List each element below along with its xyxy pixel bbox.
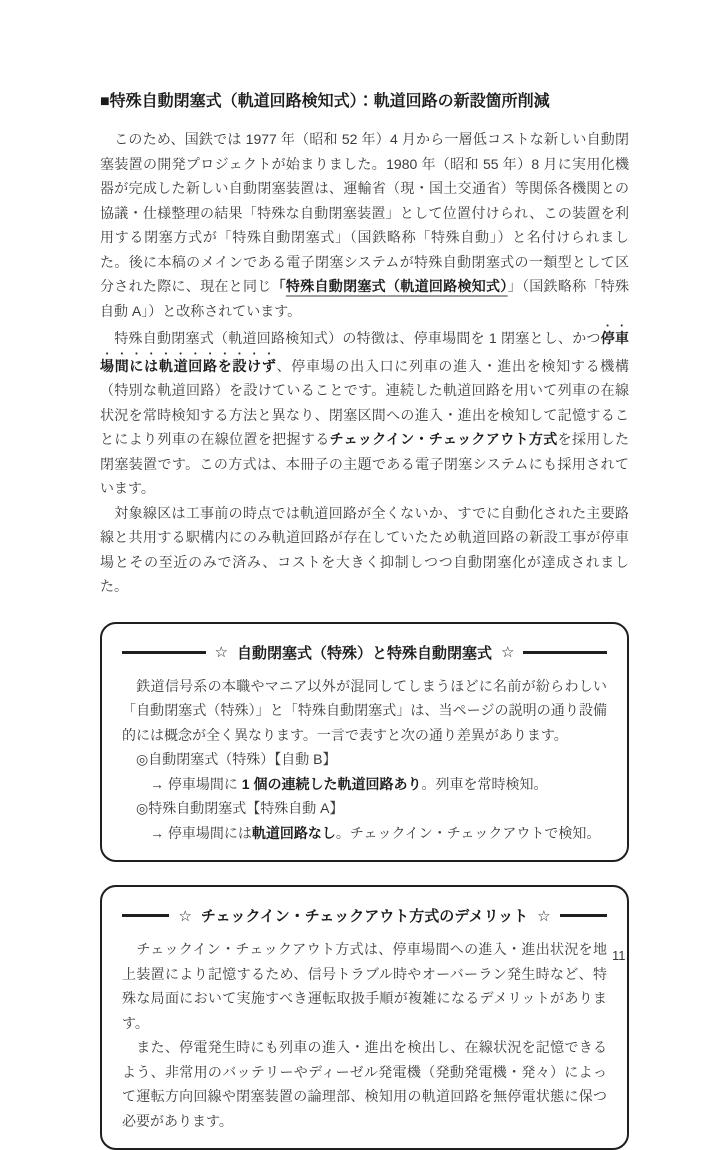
- info-box-name-comparison: [100, 622, 629, 863]
- box-title-label: 自動閉塞式（特殊）と特殊自動閉塞式: [237, 644, 493, 662]
- star-icon: ☆: [178, 907, 192, 925]
- paragraph-cost: 対象線区は工事前の時点では軌道回路が全くないか、すでに自動化された主要路線と共用する駅構内にのみ軌道回路が存在していたため軌道回路の新設工事が停車場とその至近のみで済み、コストを大きく抑制しつつ自動閉塞化が達成されました。: [100, 504, 629, 594]
- star-icon: ☆: [214, 644, 228, 661]
- box-paragraph: 鉄道信号系の本職やマニア以外が混同してしまうほどに名前が紛らわしい「自動閉塞式（特殊）」と「特殊自動閉塞式」は、当ページの説明の通り設備的には概念が全く異なります。一言で表すと次の通り差異があります。: [122, 677, 607, 743]
- page-number: 11: [612, 948, 626, 963]
- list-item-detail: → 停車場間に 1 個の連続した軌道回路あり。列車を常時検知。: [150, 775, 548, 792]
- title-rule-left: [122, 914, 169, 917]
- document-page: [100, 88, 629, 1150]
- list-item-heading: ◎特殊自動閉塞式【特殊自動 A】: [136, 800, 344, 816]
- list-item-heading: ◎自動閉塞式（特殊）【自動 B】: [136, 751, 337, 767]
- title-rule-right: [523, 651, 607, 654]
- list-item-detail: → 停車場間には軌道回路なし。チェックイン・チェックアウトで検知。: [150, 824, 601, 841]
- box-title-row: [122, 905, 607, 926]
- info-box-demerit: [100, 885, 629, 1150]
- title-rule-left: [122, 651, 206, 654]
- paragraph-history: このため、国鉄では 1977 年（昭和 52 年）4 月から一層低コストな新しい自動閉塞装置の開発プロジェクトが始まりました。1980 年（昭和 55 年）8 月に実用化機器が完成した新しい自動閉塞装置は、運輸省（現・国土交通省）等関係各機関との協議・仕様整理の結果「特殊な自動閉塞装置」として位置付けられ、この装置を利用する閉塞方式が「特殊自動閉塞式」（国鉄略称「特殊自動」）と名付けられました。後に本稿のメインである電子閉塞システムが特殊自動閉塞式の一類型として区分された際に、現在と同じ「特殊自動閉塞式（軌道回路検知式）」（国鉄略称「特殊自動 A」）と改称されています。: [100, 131, 630, 319]
- box-paragraph: チェックイン・チェックアウト方式は、停車場間への進入・進出状況を地上装置により記憶するため、信号トラブル時やオーバーラン発生時など、特殊な局面において実施すべき運転取扱手順が複雑になるデメリットがあります。: [122, 941, 607, 1031]
- paragraph-features: 特殊自動閉塞式（軌道回路検知式）の特徴は、停車場間を 1 閉塞とし、かつ停車場間には軌道回路を設けず、停車場の出入口に列車の進入・進出を検知する機構（特別な軌道回路）を設けていることです。連続した軌道回路を用いて列車の在線状況を常時検知する方法と異なり、閉塞区間への進入・進出を検知して記憶することにより列車の在線位置を把握するチェックイン・チェックアウト方式を採用した閉塞装置です。この方式は、本冊子の主題である電子閉塞システムにも採用されています。: [100, 330, 630, 496]
- box-paragraph: また、停電発生時にも列車の進入・進出を検出し、在線状況を記憶できるよう、非常用のバッテリーやディーゼル発電機（発動発電機・発々）によって運転方向回線や閉塞装置の論理部、検知用の軌道回路を無停電状態に保つ必要があります。: [122, 1039, 607, 1129]
- section-heading: ■特殊自動閉塞式（軌道回路検知式）：軌道回路の新設箇所削減: [100, 93, 550, 110]
- star-icon: ☆: [501, 644, 515, 661]
- box-title-row: [122, 642, 607, 663]
- box-title-label: チェックイン・チェックアウト方式のデメリット: [200, 908, 529, 925]
- star-icon: ☆: [537, 907, 551, 925]
- title-rule-right: [560, 914, 607, 917]
